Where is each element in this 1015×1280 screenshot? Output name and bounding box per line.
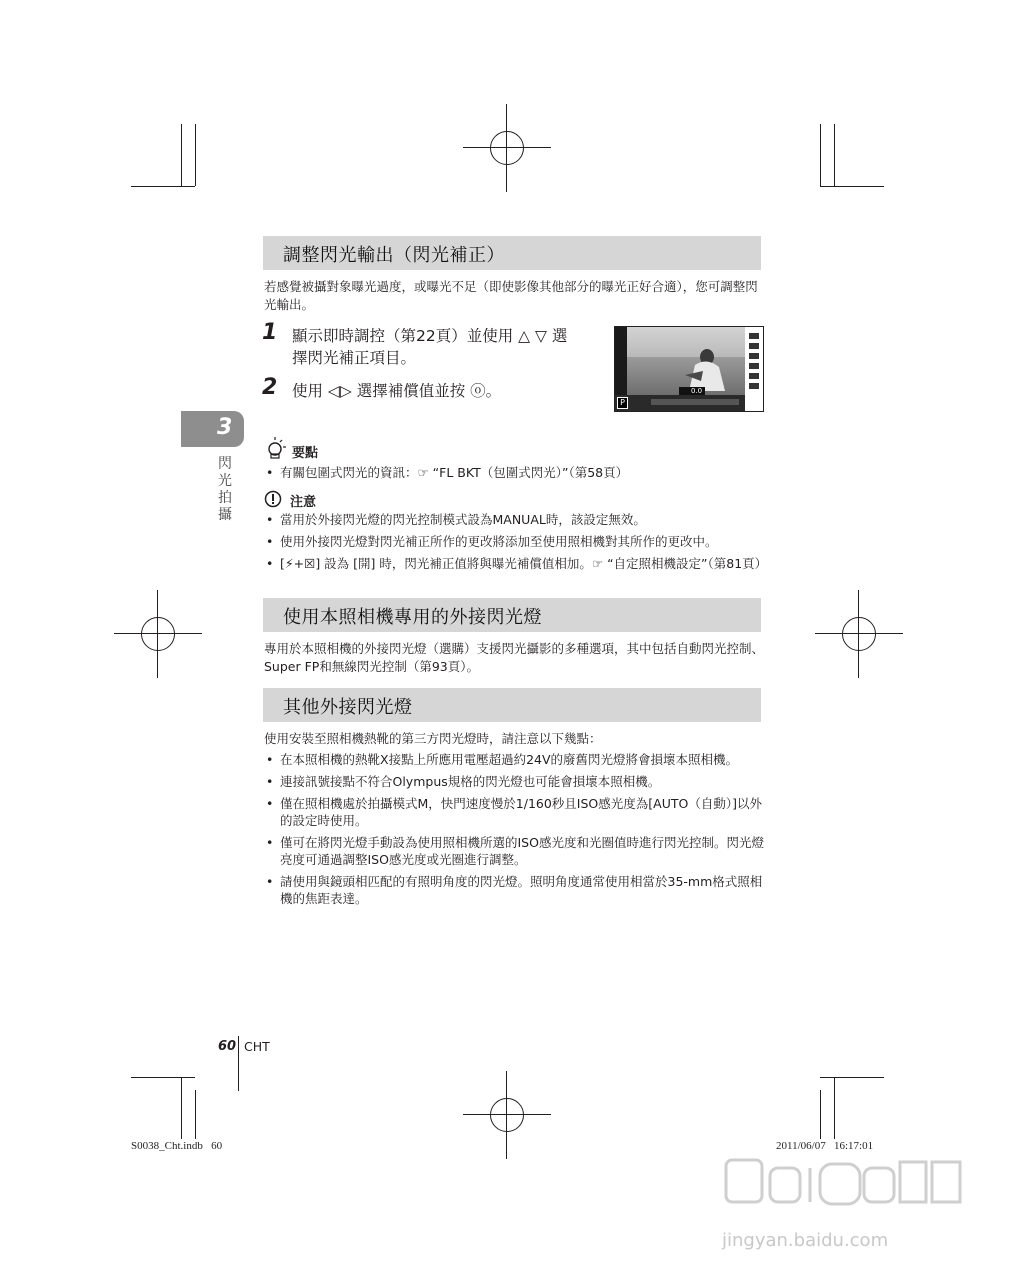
list-item: • 當用於外接閃光燈的閃光控制模式設為MANUAL時，該設定無效。 <box>264 511 764 528</box>
shooting-mode-indicator: P <box>617 397 628 409</box>
crop-mark <box>195 124 196 186</box>
file-info: S0038_Cht.indb 60 <box>131 1140 223 1152</box>
svg-text:jingyan.baidu.com: jingyan.baidu.com <box>722 1230 889 1251</box>
chapter-label: 閃光拍攝 <box>218 456 232 523</box>
step-number: 1 <box>262 320 278 345</box>
caution-icon <box>264 490 282 508</box>
section-heading-dedicated-flash <box>263 598 761 632</box>
list-item: • 使用外接閃光燈對閃光補正所作的更改將添加至使用照相機對其所作的更改中。 <box>264 533 764 550</box>
registration-mark <box>483 1091 531 1139</box>
registration-mark <box>835 610 883 658</box>
footer-divider <box>238 1036 239 1091</box>
language-label: CHT <box>244 1039 270 1054</box>
step-text: 顯示即時調控（第22頁）並使用 △ ▽ 選 <box>292 327 568 345</box>
registration-mark <box>483 124 531 172</box>
section-title: 其他外接閃光燈 <box>283 697 413 718</box>
compensation-value: 0.0 <box>691 387 703 395</box>
registration-mark <box>134 610 182 658</box>
section-intro: 使用安裝至照相機熱靴的第三方閃光燈時，請注意以下幾點： <box>264 731 602 746</box>
crop-mark <box>820 186 884 187</box>
step-number: 2 <box>262 375 278 400</box>
section-title: 使用本照相機專用的外接閃光燈 <box>283 607 542 628</box>
crop-mark <box>181 1077 182 1139</box>
crop-mark <box>834 1077 835 1139</box>
section-intro: 若感覺被攝對象曝光過度，或曝光不足（即使影像其他部分的曝光正好合適），您可調整閃光輸出。 <box>264 279 758 312</box>
tips-heading: 要點 <box>292 446 319 461</box>
crop-mark <box>131 1077 195 1078</box>
list-item: • [⚡+☒] 設為 [開] 時，閃光補正值將與曝光補償值相加。☞ “自定照相機設定”（第81頁） <box>264 555 764 572</box>
list-item: • 請使用與鏡頭相匹配的有照明角度的閃光燈。照明角度通常使用相當於35-mm格式照相機的焦距表達。 <box>264 873 764 907</box>
list-item: • 在本照相機的熱靴X接點上所應用電壓超過約24V的廢舊閃光燈將會損壞本照相機。 <box>264 751 764 768</box>
camera-screen-illustration <box>614 326 764 412</box>
crop-mark <box>181 124 182 186</box>
crop-mark <box>131 186 195 187</box>
crop-mark <box>195 1090 196 1139</box>
list-item: • 僅在照相機處於拍攝模式M，快門速度慢於1/160秒且ISO感光度為[AUTO（自動）]以外的設定時使用。 <box>264 795 764 829</box>
live-control-photo <box>615 327 763 411</box>
section-body: 專用於本照相機的外接閃光燈（選購）支援閃光攝影的多種選項，其中包括自動閃光控制、Super FP和無線閃光控制（第93頁）。 <box>264 641 765 674</box>
notes-heading: 注意 <box>290 495 317 510</box>
print-timestamp: 2011/06/07 16:17:01 <box>776 1140 874 1152</box>
notes-list <box>264 511 768 577</box>
section-title: 調整閃光輸出（閃光補正） <box>283 245 505 266</box>
crop-mark <box>820 1077 884 1078</box>
page-number: 60 <box>218 1039 237 1054</box>
lightbulb-icon <box>264 436 288 460</box>
list-item: • 僅可在將閃光燈手動設為使用照相機所選的ISO感光度和光圈值時進行閃光控制。閃光燈亮度可通過調整ISO感光度或光圈進行調整。 <box>264 834 764 868</box>
baidu-watermark-logo <box>718 1150 968 1260</box>
crop-mark <box>820 124 821 186</box>
step-text: 擇閃光補正項目。 <box>292 349 417 367</box>
tips-list <box>264 464 764 486</box>
list-item: • 連接訊號接點不符合Olympus規格的閃光燈也可能會損壞本照相機。 <box>264 773 764 790</box>
chapter-tab <box>181 411 244 447</box>
chapter-number: 3 <box>217 415 233 440</box>
list-item: • 有關包圍式閃光的資訊：☞ “FL BKT（包圍式閃光）”（第58頁） <box>264 464 764 481</box>
step-text: 使用 ◁▷ 選擇補償值並按 ⓞ。 <box>292 382 502 400</box>
section-heading-flash-compensation <box>263 236 761 270</box>
step-2 <box>262 375 602 406</box>
crop-mark <box>834 124 835 186</box>
other-flash-list <box>264 751 764 912</box>
step-1 <box>262 320 602 373</box>
section-heading-other-flash <box>263 688 761 722</box>
crop-mark <box>820 1090 821 1139</box>
